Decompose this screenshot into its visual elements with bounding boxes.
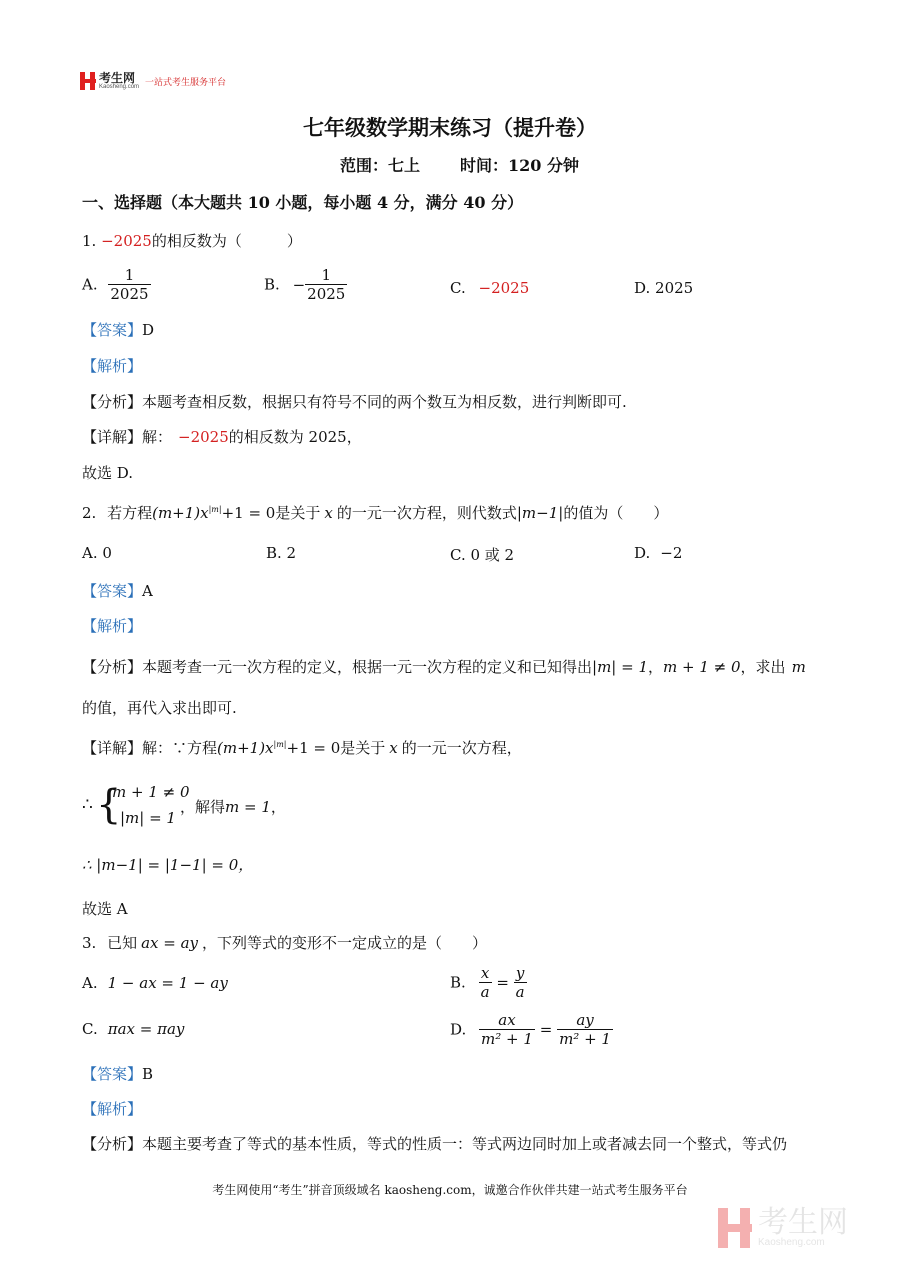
q1-answer: 【答案】D	[82, 321, 155, 339]
brand-logo-icon	[80, 72, 96, 90]
page-footer: 考生网使用“考生”拼音顶级域名 kaosheng.com，诚邀合作伙伴共建一站式考生服务平台	[212, 1183, 688, 1197]
q2-fenxi-2: 的值，再代入求出即可.	[82, 699, 237, 717]
brand-name: 考生网	[99, 71, 136, 85]
subtitle-range: 范围：七上	[340, 156, 421, 175]
q3-option-d: D. $\frac{ax}{\text{m² + 1}}$ = $\frac{ay}{\text{m² + 1}}$	[450, 1011, 611, 1048]
q2-answer: 【答案】A	[82, 582, 153, 600]
q2-analysis-tag: 【解析】	[82, 617, 143, 635]
q2-detail: 【详解】解：∵方程$(m+1)x^{|m|}+1 = 0$是关于 x 的一元一次方程，	[82, 739, 522, 757]
question-3-stem: 3. 已知 ax = ay ，下列等式的变形不一定成立的是（ ）	[82, 934, 488, 952]
q1-value: −2025	[101, 232, 152, 250]
q1-option-c: C. −2025	[450, 279, 530, 297]
brand-sub: Kaosheng.com	[99, 84, 140, 90]
q1-conclusion: 故选 D.	[82, 464, 134, 482]
question-2-stem: 2. 若方程$(m+1)x^{|m|}+1 = 0$是关于 x 的一元一次方程，则代数式|m−1|的值为（ ）	[82, 504, 669, 522]
section-heading: 一、选择题（本大题共 10 小题，每小题 4 分，满分 40 分）	[82, 193, 524, 212]
brand-slogan: 一站式考生服务平台	[145, 76, 227, 87]
q1-analysis-tag: 【解析】	[82, 357, 143, 375]
q2-fenxi-1: 【分析】本题考查一元一次方程的定义，根据一元一次方程的定义和已知得出|m| = 1，m + 1 ≠ 0，求出 m	[82, 658, 806, 676]
q3-option-c: C. πax = πay	[82, 1020, 185, 1038]
brand-logo	[80, 72, 226, 90]
q3-option-b: B. $\frac{x}{a}$ = $\frac{y}{a}$	[450, 964, 525, 1001]
q2-option-d: D. −2	[634, 544, 683, 562]
watermark-text: 考生网	[758, 1206, 848, 1239]
q3-option-a: A. 1 − ax = 1 − ay	[82, 974, 228, 992]
subtitle-time: 时间：120 分钟	[460, 156, 579, 175]
q2-option-a: A. 0	[82, 544, 112, 562]
q3-fenxi: 【分析】本题主要考查了等式的基本性质，等式的性质一：等式两边同时加上或者减去同一个整式，等式仍	[82, 1135, 788, 1153]
q3-analysis-tag: 【解析】	[82, 1100, 143, 1118]
q3-answer: 【答案】B	[82, 1065, 154, 1083]
q2-calc: ∴ |m−1| = |1−1| = 0，	[82, 856, 254, 874]
q1-detail: 【详解】解： −2025的相反数为 2025，	[82, 428, 362, 446]
q2-option-c: C. 0 或 2	[450, 546, 515, 564]
watermark-logo-icon	[718, 1208, 752, 1248]
q1-fenxi: 【分析】本题考查相反数，根据只有符号不同的两个数互为相反数，进行判断即可.	[82, 393, 627, 411]
q2-system: ∴ { m + 1 ≠ 0 |m| = 1 ，解得m = 1，	[82, 782, 286, 828]
q2-option-b: B. 2	[266, 544, 297, 562]
q1-option-b: B. − $\frac{1}{2025}$	[264, 266, 346, 303]
q2-conclusion: 故选 A	[82, 900, 128, 918]
page-title: 七年级数学期末练习（提升卷）	[303, 115, 597, 140]
watermark-sub: Kaosheng.com	[758, 1237, 825, 1248]
watermark	[718, 1208, 848, 1248]
q1-option-d: D. 2025	[634, 279, 694, 297]
question-1-stem: 1. −2025的相反数为（ ）	[82, 232, 302, 250]
q1-option-a: A. $\frac{1}{2025}$	[82, 266, 149, 303]
